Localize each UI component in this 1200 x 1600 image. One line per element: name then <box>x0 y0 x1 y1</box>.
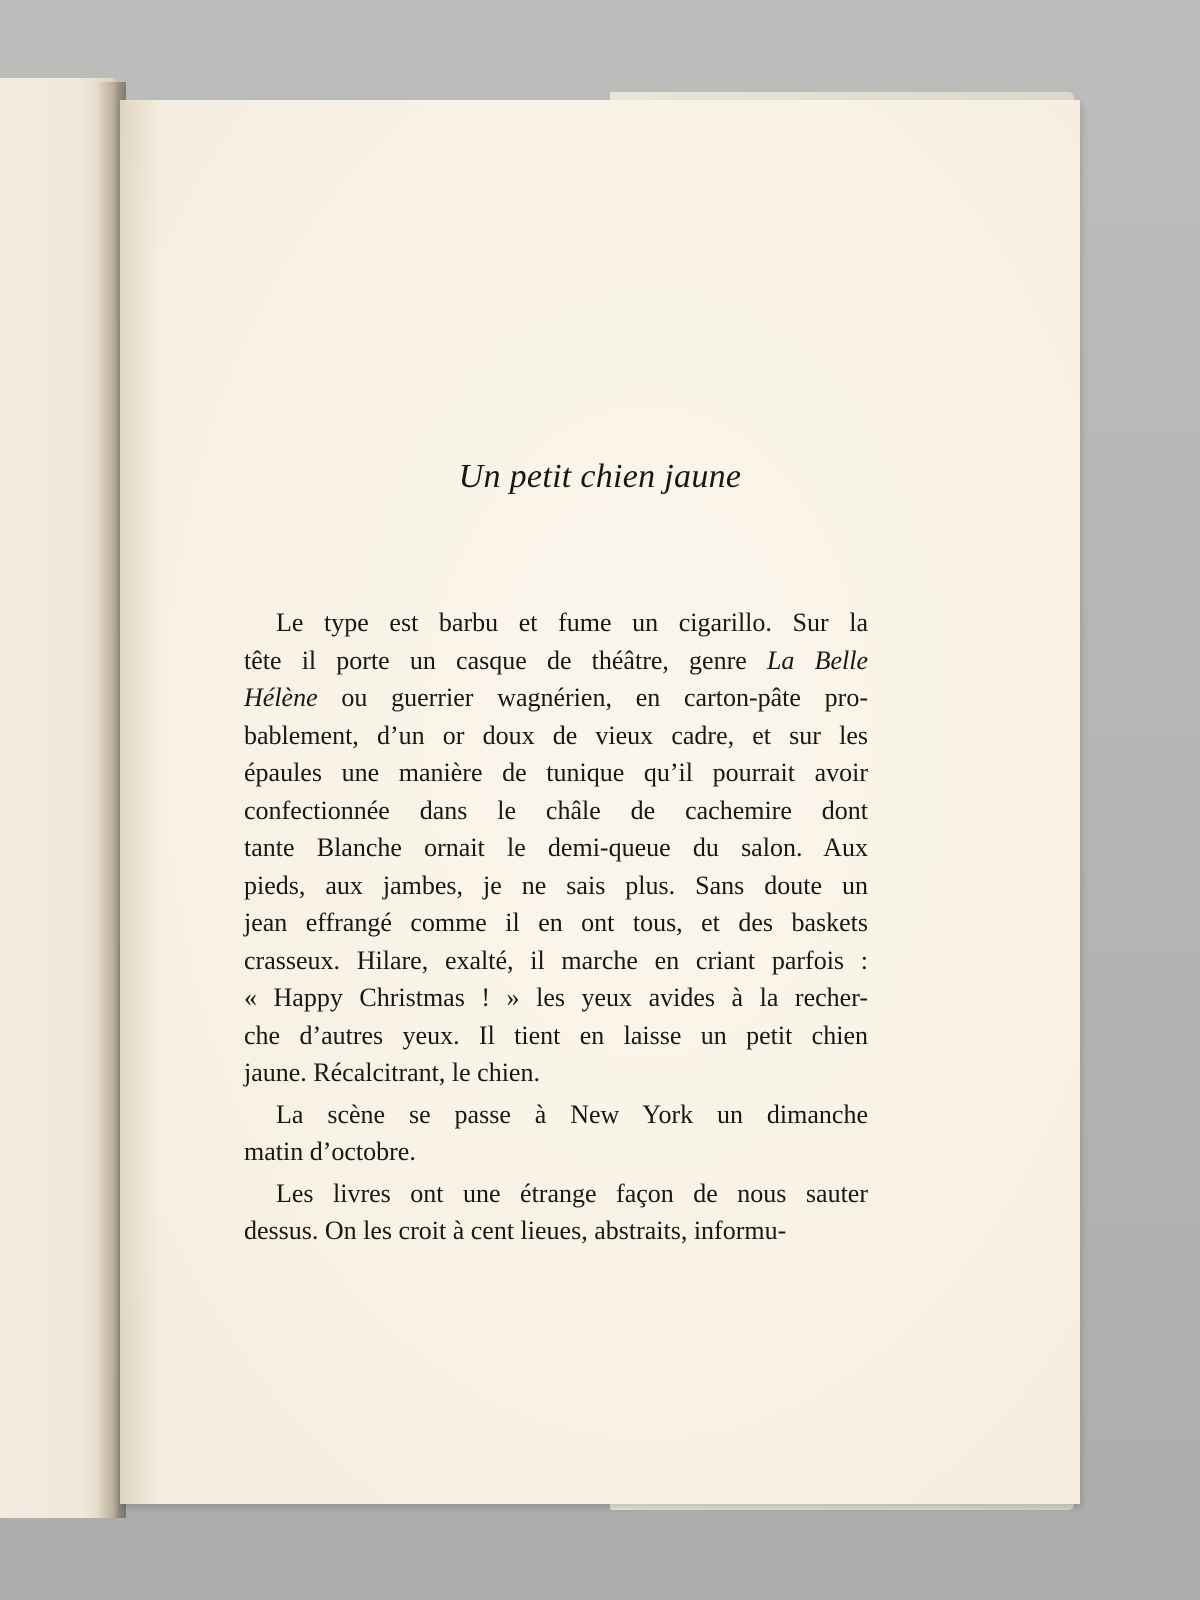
text-line <box>244 904 868 942</box>
text-run: jaune. Récalcitrant, le chien. <box>244 1058 540 1087</box>
text-run: épaules une manière de tunique qu’il pourrait avoir <box>244 758 868 787</box>
text-line <box>244 754 868 792</box>
text-line <box>244 1096 868 1134</box>
text-line <box>244 1212 868 1250</box>
text-line <box>244 867 868 905</box>
text-line <box>244 1017 868 1055</box>
text-line <box>244 942 868 980</box>
paragraph <box>244 604 868 1092</box>
text-line <box>244 604 868 642</box>
paragraph <box>244 1175 868 1250</box>
text-run: « Happy Christmas ! » les yeux avides à la recher- <box>244 983 868 1012</box>
text-run: crasseux. Hilare, exalté, il marche en criant parfois : <box>244 945 868 975</box>
text-line <box>244 1133 868 1171</box>
text-run: tête il porte un casque de théâtre, genre <box>244 645 767 675</box>
text-line <box>244 792 868 830</box>
text-run: jean effrangé comme il en ont tous, et des baskets <box>244 908 868 937</box>
text-run: che d’autres yeux. Il tient en laisse un petit chien <box>244 1020 868 1050</box>
text-run: tante Blanche ornait le demi-queue du salon. Aux <box>244 833 868 862</box>
text-run: confectionnée dans le châle de cachemire dont <box>244 795 868 825</box>
text-run: Le type est barbu et fume un cigarillo. Sur la <box>276 608 868 637</box>
paragraph <box>244 1096 868 1171</box>
text-run: Les livres ont une étrange façon de nous sauter <box>276 1178 868 1208</box>
text-run: La scène se passe à New York un dimanche <box>276 1099 868 1129</box>
italic-title-run: La Belle <box>766 645 869 675</box>
chapter-body <box>244 604 868 1254</box>
text-line <box>244 1054 868 1092</box>
reverse-show-through <box>242 252 867 360</box>
italic-title-run: Hélène <box>244 683 318 712</box>
text-line <box>244 979 868 1017</box>
text-run: pieds, aux jambes, je ne sais plus. Sans doute un <box>244 870 868 900</box>
text-line <box>244 717 868 755</box>
text-line <box>244 829 868 867</box>
text-run: matin d’octobre. <box>244 1137 416 1166</box>
chapter-title: Un petit chien jaune <box>458 458 742 495</box>
text-run: dessus. On les croit à cent lieues, abstraits, informu- <box>244 1216 787 1245</box>
text-run: ou guerrier wagnérien, en carton-pâte pro- <box>317 683 868 712</box>
text-line <box>244 679 868 717</box>
text-line <box>244 1175 868 1213</box>
text-line <box>244 642 868 680</box>
text-run: bablement, d’un or doux de vieux cadre, et sur les <box>244 720 868 750</box>
